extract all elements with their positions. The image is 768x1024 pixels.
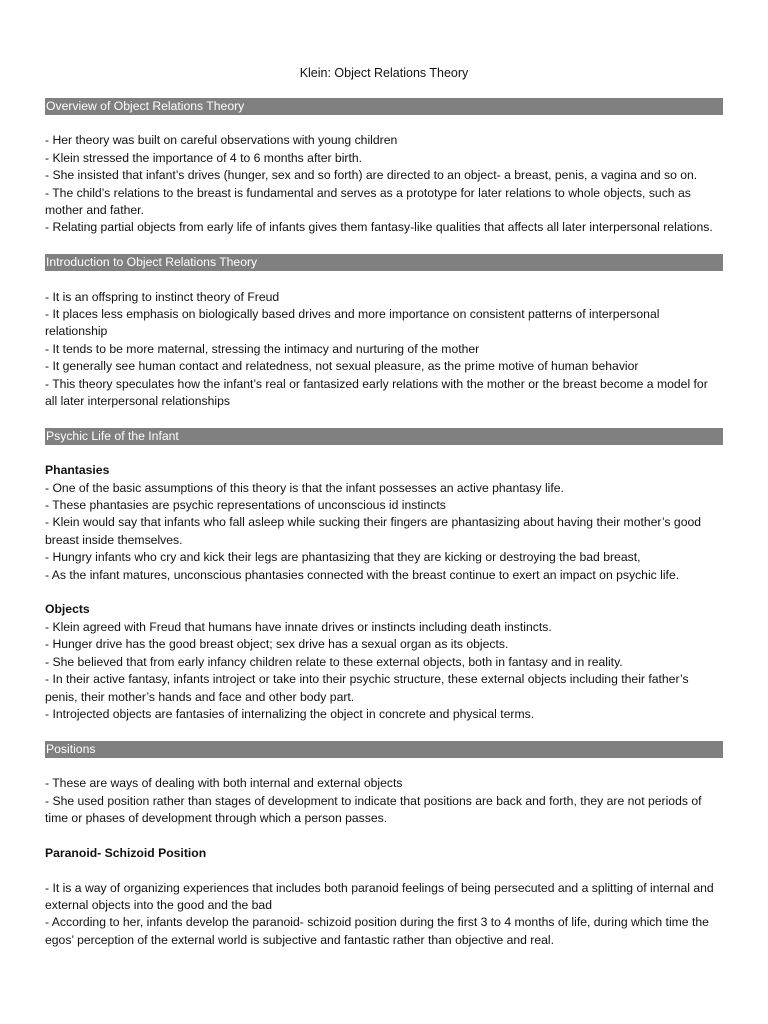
list-item: - Klein agreed with Freud that humans have innate drives or instincts including death instincts. xyxy=(45,619,552,634)
list-item: - It places less emphasis on biologically based drives and more importance on consistent patterns of interpersonal relationship xyxy=(45,307,660,339)
list-item: - Introjected objects are fantasies of internalizing the object in concrete and physical terms. xyxy=(45,706,535,721)
document-body xyxy=(45,98,723,949)
document-title: Klein: Object Relations Theory xyxy=(299,66,469,80)
list-item: - She used position rather than stages of development to indicate that positions are back and forth, they are not periods of time or phases of development through which a person passes. xyxy=(45,793,702,825)
subheading-objects: Objects xyxy=(45,602,90,617)
objects-list xyxy=(45,619,723,723)
list-item: - Klein stressed the importance of 4 to 6 months after birth. xyxy=(45,150,363,165)
section-heading-introduction: Introduction to Object Relations Theory xyxy=(45,254,723,271)
section-heading-overview: Overview of Object Relations Theory xyxy=(45,98,723,115)
list-item: - She insisted that infant’s drives (hunger, sex and so forth) are directed to an object- a breast, penis, a vagina and so on. xyxy=(45,168,698,183)
list-item: - In their active fantasy, infants introject or take into their psychic structure, these external objects including their father’s penis, their mother’s hands and face and other body part. xyxy=(45,672,689,704)
list-item: - It tends to be more maternal, stressing the intimacy and nurturing of the mother xyxy=(45,341,480,356)
list-item: - She believed that from early infancy children relate to these external objects, both in fantasy and in reality. xyxy=(45,654,623,669)
list-item: - Hungry infants who cry and kick their legs are phantasizing that they are kicking or destroying the bad breast, xyxy=(45,550,641,565)
section-heading-psychic-life: Psychic Life of the Infant xyxy=(45,428,723,445)
list-item: - Relating partial objects from early life of infants gives them fantasy-like qualities that affects all later interpersonal relations. xyxy=(45,220,713,235)
introduction-list xyxy=(45,289,723,411)
list-item: - These phantasies are psychic representations of unconscious id instincts xyxy=(45,498,446,513)
list-item: - One of the basic assumptions of this theory is that the infant possesses an active phantasy life. xyxy=(45,480,564,495)
list-item: - According to her, infants develop the paranoid- schizoid position during the first 3 to 4 months of life, during which time the egos’ perception of the external world is subjective and fantastic rather than objective and real. xyxy=(45,915,709,947)
positions-list xyxy=(45,775,723,827)
overview-list xyxy=(45,132,723,236)
list-item: - It is an offspring to instinct theory of Freud xyxy=(45,289,280,304)
subheading-phantasies: Phantasies xyxy=(45,463,110,478)
list-item: - As the infant matures, unconscious phantasies connected with the breast continue to exert an impact on psychic life. xyxy=(45,567,680,582)
list-item: - It generally see human contact and relatedness, not sexual pleasure, as the prime motive of human behavior xyxy=(45,359,639,374)
list-item: - Her theory was built on careful observations with young children xyxy=(45,133,398,148)
list-item: - Klein would say that infants who fall asleep while sucking their fingers are phantasizing about having their mother’s good breast inside themselves. xyxy=(45,515,702,547)
subheading-paranoid-schizoid: Paranoid- Schizoid Position xyxy=(45,845,207,860)
list-item: - The child’s relations to the breast is fundamental and serves as a prototype for later relations to whole objects, such as mother and father. xyxy=(45,185,691,218)
list-item: - These are ways of dealing with both internal and external objects xyxy=(45,776,403,791)
paranoid-list xyxy=(45,880,723,950)
list-item: - It is a way of organizing experiences that includes both paranoid feelings of being persecuted and a splitting of internal and external objects into the good and the bad xyxy=(45,880,714,912)
list-item: - Hunger drive has the good breast object; sex drive has a sexual organ as its objects. xyxy=(45,637,509,652)
phantasies-list xyxy=(45,480,723,584)
list-item: - This theory speculates how the infant’s real or fantasized early relations with the mother or the breast become a model for all later interpersonal relationships xyxy=(45,376,708,409)
section-heading-positions: Positions xyxy=(45,741,723,758)
